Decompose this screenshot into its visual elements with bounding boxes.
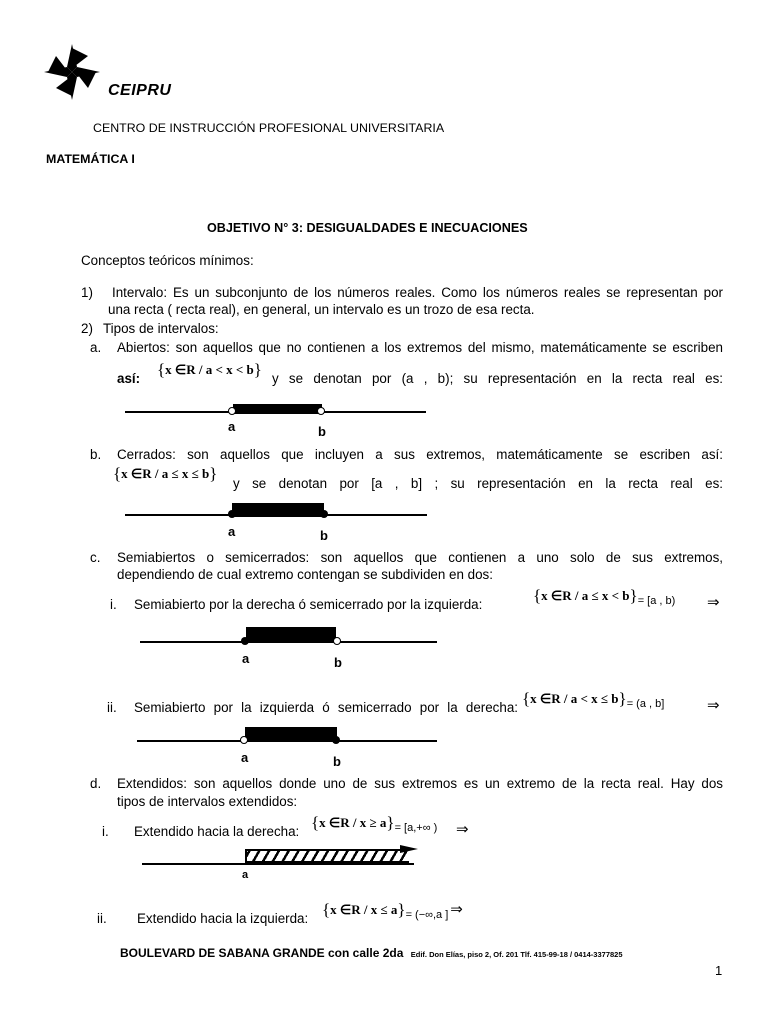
item-c-i-result: = [a , b) (637, 595, 676, 607)
page-number: 1 (715, 963, 723, 978)
label-b: b (334, 655, 342, 670)
item-c-line-1: Semiabiertos o semicerrados: son aquellos que contienen a uno solo de sus extremos, (117, 550, 723, 565)
item-1-line-1: Intervalo: Es un subconjunto de los números reales. Como los números reales se representan por (112, 285, 723, 300)
item-c-i-mark: i. (110, 597, 117, 612)
item-2-number: 2) (81, 321, 93, 336)
item-d-line-2: tipos de intervalos extendidos: (117, 794, 298, 809)
label-a: a (242, 651, 250, 666)
item-d-mark: d. (90, 776, 102, 791)
subject-title: MATEMÁTICA I (46, 152, 135, 166)
item-d-i-arrow: ⇒ (456, 821, 469, 838)
item-b-mark: b. (90, 447, 102, 462)
item-c-i-set: {x ∈R / $a \le x < b\}_{= [a , b)}$ (533, 586, 676, 607)
item-d-i-mark: i. (102, 824, 109, 839)
item-d-ii-arrow: ⇒ (450, 901, 463, 918)
item-a-line-1: Abiertos: son aquellos que no contienen a los extremos del mismo, matemáticamente se escriben (117, 340, 723, 355)
ceipru-logo (44, 44, 100, 100)
item-d-ii-set-text: x ∈R / x ≤ a (330, 902, 398, 917)
label-a: a (242, 869, 249, 881)
footer-address-details: Edif. Don Elías, piso 2, Of. 201 Tlf. 415-99-18 / 0414-3377825 (410, 950, 623, 959)
item-d-line-1: Extendidos: son aquellos donde uno de sus extremos es un extremo de la recta real. Hay dos (117, 776, 723, 791)
institution-name: CENTRO DE INSTRUCCIÓN PROFESIONAL UNIVERSITARIA (93, 121, 445, 135)
item-d-i-set-text: x ∈R / x ≥ a (319, 815, 387, 830)
item-a-set-text: x ∈R / a < x < b (165, 362, 254, 377)
item-b-set-text: x ∈R / a ≤ x ≤ b (121, 466, 210, 481)
item-c-ii-result: = (a , b] (626, 698, 665, 710)
logo-mark-icon (44, 44, 100, 100)
label-b: b (320, 528, 328, 543)
footer-address-main: BOULEVARD DE SABANA GRANDE con calle 2da (120, 946, 404, 960)
label-a: a (241, 750, 249, 765)
item-c-line-2: dependiendo de cual extremo contengan se subdividen en dos: (117, 567, 493, 582)
item-c-ii-text: Semiabierto por la izquierda ó semicerrado por la derecha: (134, 700, 518, 715)
item-c-i-text: Semiabierto por la derecha ó semicerrado por la izquierda: (134, 597, 483, 612)
brand-name: CEIPRU (108, 82, 172, 99)
item-a-pre: así: (117, 371, 141, 386)
item-d-ii-set: {x ∈R / $x \le a\}_{= (-\infty,a ]}$ ⇒ (322, 900, 463, 921)
item-a-set: {x ∈R / a < x < b} (157, 360, 262, 379)
arrow-right-icon (400, 843, 418, 855)
item-a-mark: a. (90, 340, 102, 355)
item-d-i-text: Extendido hacia la derecha: (134, 824, 300, 839)
label-a: a (228, 419, 236, 434)
item-b-set: {x ∈R / a ≤ x ≤ b} (113, 464, 218, 483)
item-c-i-set-text: x ∈R / a ≤ x < b (541, 588, 630, 603)
label-b: b (318, 424, 326, 439)
item-c-ii-mark: ii. (107, 700, 117, 715)
item-c-ii-set: {x ∈R / $a < x \le b\}_{= (a , b]}$ (522, 689, 665, 710)
item-2-text: Tipos de intervalos: (103, 321, 219, 336)
item-1-line-2: una recta ( recta real), en general, un intervalo es un trozo de esa recta. (108, 302, 535, 317)
item-a-post: y se denotan por (a , b); su representación en la recta real es: (272, 371, 723, 386)
item-d-ii-text: Extendido hacia la izquierda: (137, 911, 309, 926)
item-d-i-set: {x ∈R / $x \ge a\}_{= [a,+\infty )}$ (311, 813, 438, 834)
footer-address (120, 946, 623, 960)
item-b-post: y se denotan por [a , b] ; su representación en la recta real es: (233, 476, 723, 491)
item-d-ii-result: = (−∞,a ] (405, 909, 449, 921)
item-b-line-1: Cerrados: son aquellos que incluyen a sus extremos, matemáticamente se escriben así: (117, 447, 723, 462)
item-d-i-result: = [a,+∞ ) (394, 822, 438, 834)
item-1-number: 1) (81, 285, 93, 300)
item-c-ii-arrow: ⇒ (707, 697, 720, 714)
section-title: OBJETIVO N° 3: DESIGUALDADES E INECUACIONES (207, 221, 528, 235)
label-a: a (228, 524, 236, 539)
item-c-ii-set-text: x ∈R / a < x ≤ b (530, 691, 619, 706)
item-c-mark: c. (90, 550, 101, 565)
label-b: b (333, 754, 341, 769)
item-d-ii-mark: ii. (97, 911, 107, 926)
item-c-i-arrow: ⇒ (707, 594, 720, 611)
intro-text: Conceptos teóricos mínimos: (81, 253, 254, 268)
